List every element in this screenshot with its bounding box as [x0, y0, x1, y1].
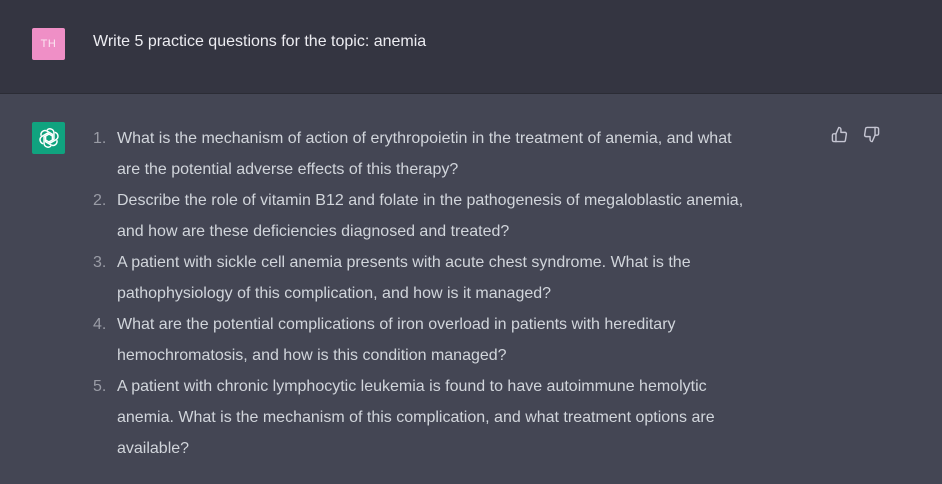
- answer-item: [93, 185, 818, 247]
- answer-item-line: A patient with chronic lymphocytic leukemia is found to have autoimmune hemolytic: [117, 378, 707, 395]
- answer-item-line: are the potential adverse effects of this therapy?: [117, 161, 459, 178]
- answer-item-line: Describe the role of vitamin B12 and folate in the pathogenesis of megaloblastic anemia,: [117, 192, 744, 209]
- answer-item: [93, 247, 818, 309]
- answer-item-line: pathophysiology of this complication, and how is it managed?: [117, 285, 552, 302]
- assistant-message-row: [0, 94, 942, 484]
- answer-item-line: What is the mechanism of action of erythropoietin in the treatment of anemia, and what: [117, 130, 732, 147]
- answer-item-line: What are the potential complications of iron overload in patients with hereditary: [117, 316, 676, 333]
- answer-item: [93, 309, 818, 371]
- user-avatar: TH: [32, 28, 65, 60]
- answer-item-number: 2.: [93, 192, 107, 209]
- answer-item: [93, 371, 818, 464]
- answer-item-number: 4.: [93, 316, 107, 333]
- thumbs-down-icon[interactable]: [862, 125, 880, 143]
- thumbs-up-icon[interactable]: [830, 125, 848, 143]
- answer-item: [93, 123, 818, 185]
- answer-list: [93, 123, 818, 464]
- answer-item-number: 3.: [93, 254, 107, 271]
- user-message-row: [0, 0, 942, 94]
- user-message-text: Write 5 practice questions for the topic: anemia: [93, 33, 427, 50]
- answer-item-line: anemia. What is the mechanism of this complication, and what treatment options are: [117, 409, 715, 426]
- openai-logo-icon: [32, 122, 65, 154]
- answer-item-number: 1.: [93, 130, 107, 147]
- answer-item-line: A patient with sickle cell anemia presents with acute chest syndrome. What is the: [117, 254, 691, 271]
- feedback-buttons: [830, 125, 880, 143]
- answer-item-line: available?: [117, 440, 190, 457]
- answer-item-number: 5.: [93, 378, 107, 395]
- answer-item-line: and how are these deficiencies diagnosed and treated?: [117, 223, 510, 240]
- answer-item-line: hemochromatosis, and how is this condition managed?: [117, 347, 507, 364]
